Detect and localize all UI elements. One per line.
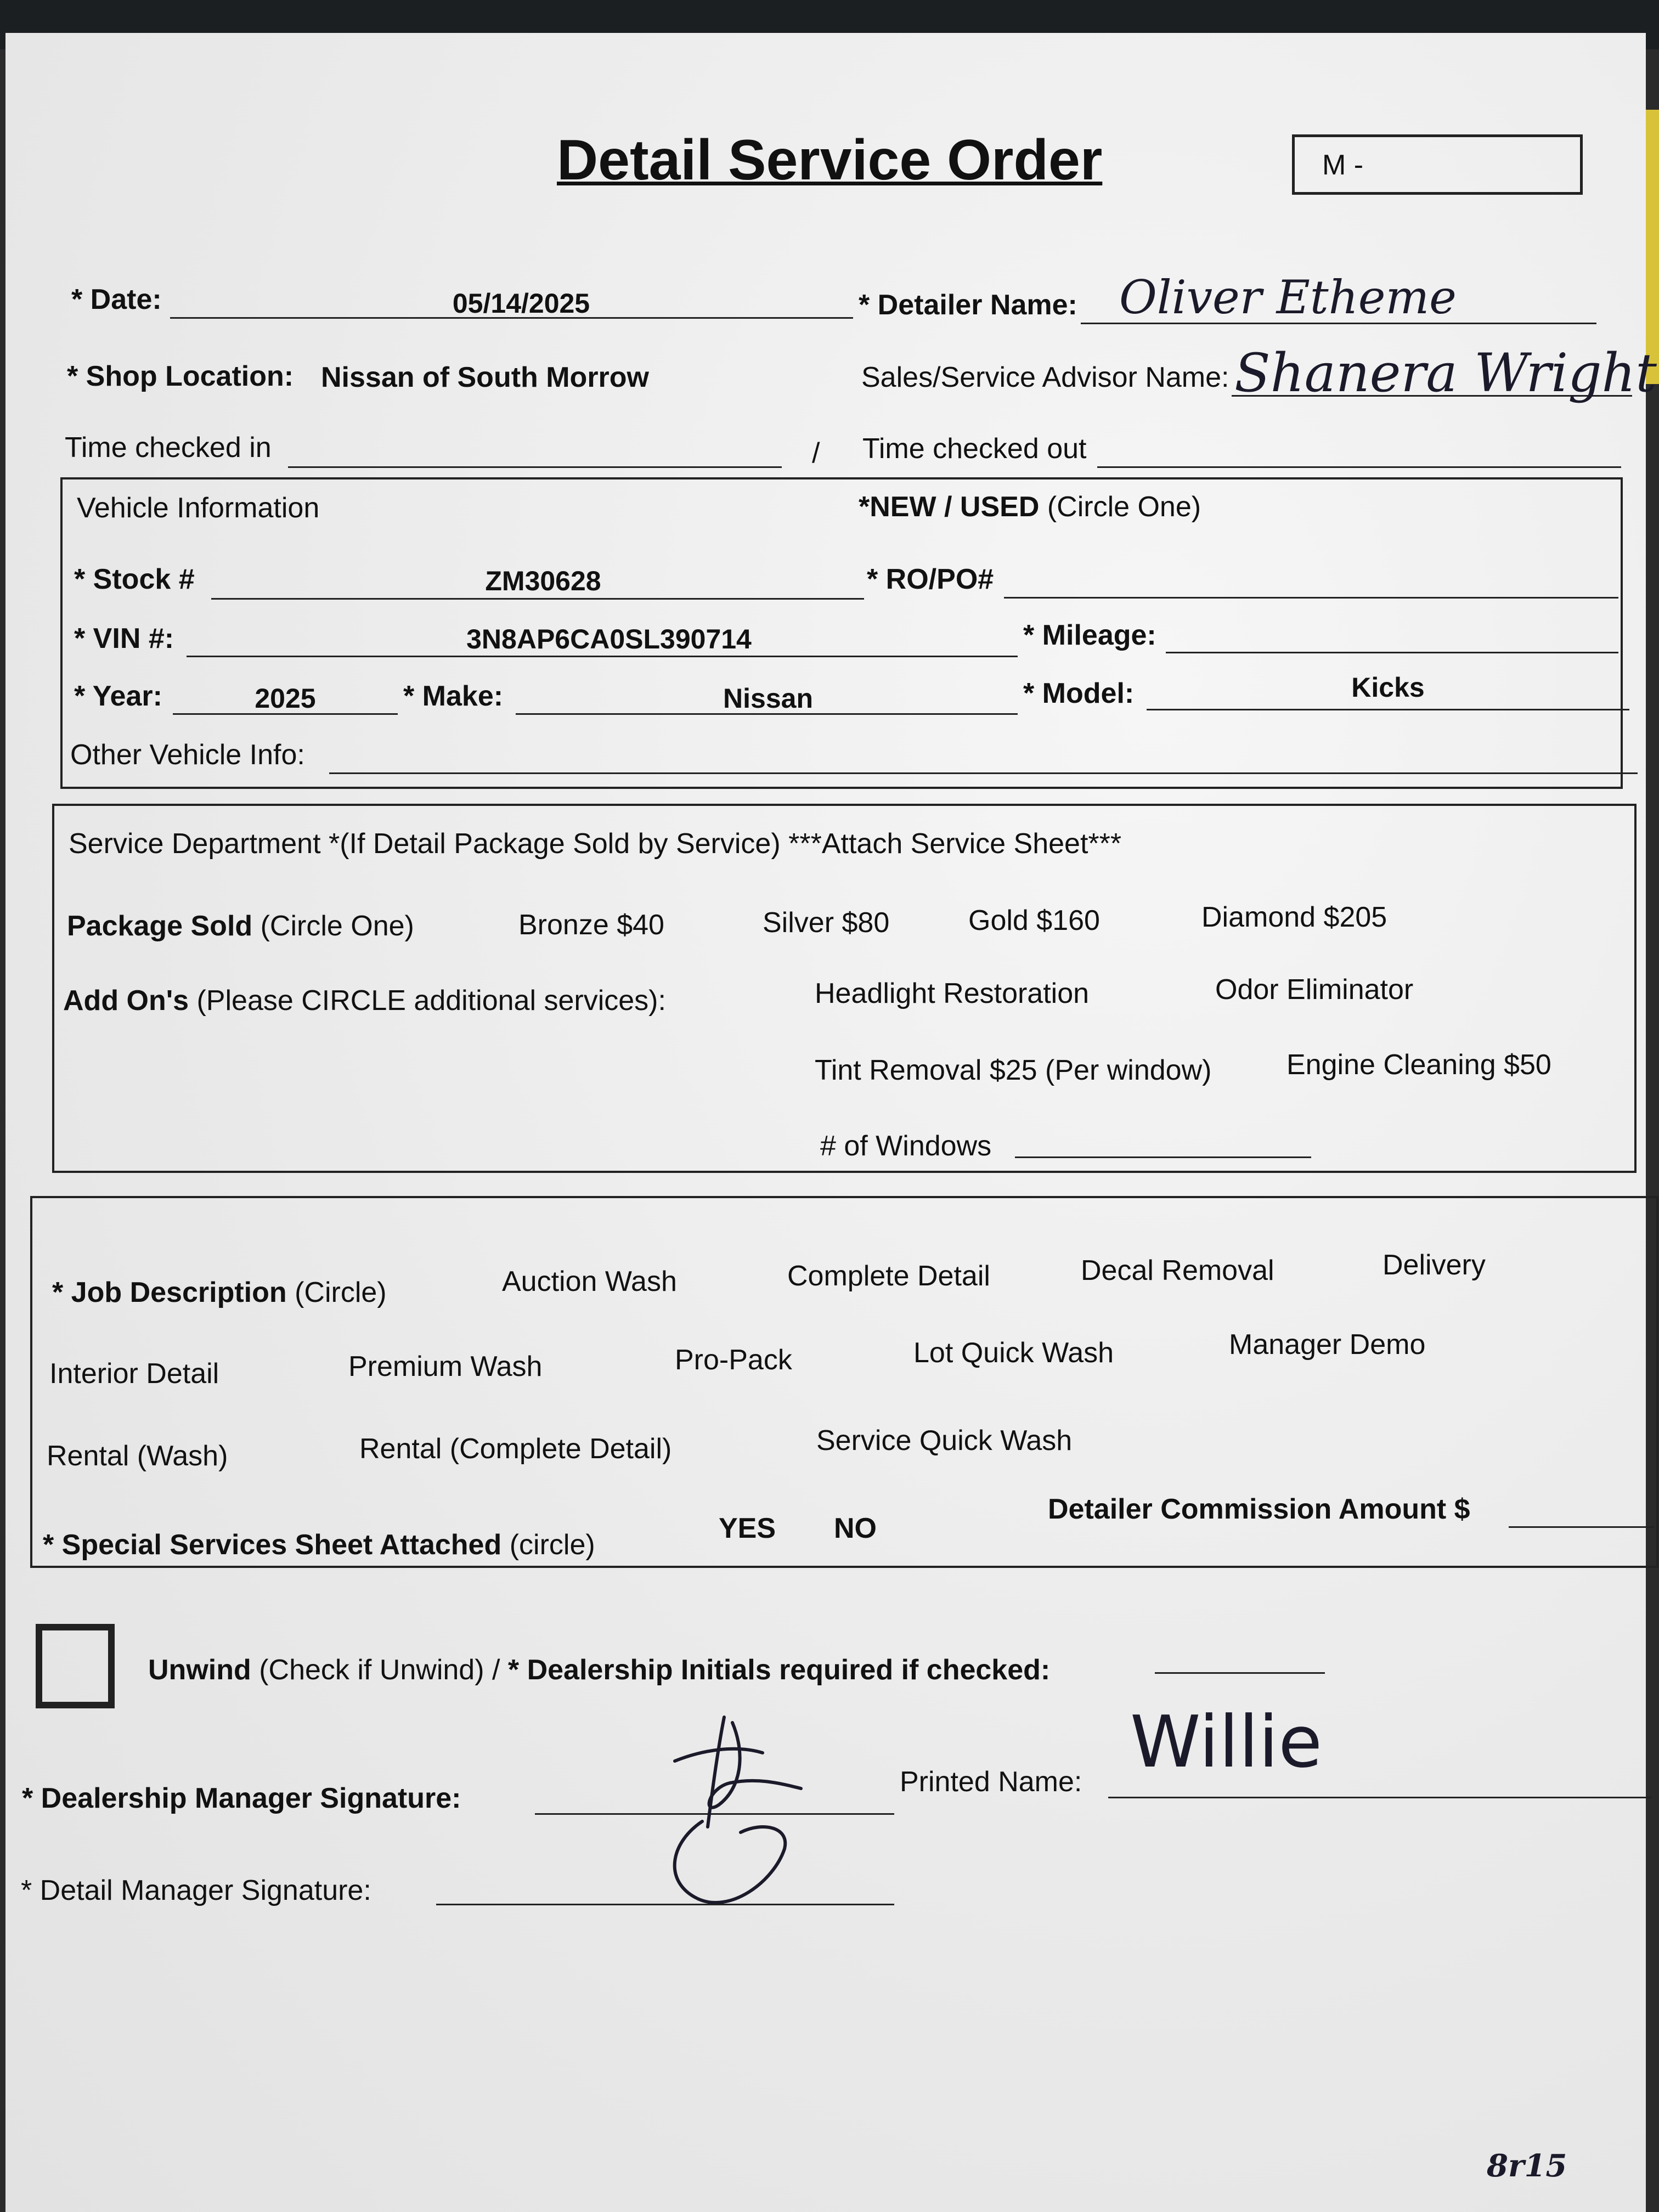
special-services-no[interactable]: NO [834, 1513, 877, 1544]
job-interior-detail[interactable]: Interior Detail [49, 1358, 219, 1390]
unwind-field [148, 1656, 1050, 1684]
dealership-manager-signature [636, 1701, 856, 1920]
detail-manager-signature-label: * Detail Manager Signature: [21, 1875, 371, 1906]
new-used-label: *NEW / USED [859, 491, 1040, 523]
stock-number-value: ZM30628 [485, 566, 601, 596]
order-number-box[interactable] [1292, 134, 1583, 195]
job-lot-quick-wash[interactable]: Lot Quick Wash [913, 1337, 1114, 1369]
add-ons-field [63, 986, 666, 1015]
new-used-field[interactable] [859, 493, 1201, 521]
unwind-instruction: (Check if Unwind) / [259, 1654, 500, 1686]
package-gold[interactable]: Gold $160 [968, 905, 1100, 936]
job-auction-wash[interactable]: Auction Wash [502, 1266, 677, 1297]
mileage-line[interactable] [1166, 652, 1618, 653]
special-services-label: * Special Services Sheet Attached [43, 1529, 502, 1561]
job-complete-detail[interactable]: Complete Detail [787, 1260, 990, 1292]
time-checked-in-label: Time checked in [65, 432, 272, 464]
make-value: Nissan [723, 683, 813, 714]
other-vehicle-info-line[interactable] [329, 772, 1638, 774]
corner-handwritten-note: 8r15 [1487, 2148, 1567, 2184]
job-service-quick-wash[interactable]: Service Quick Wash [816, 1425, 1073, 1457]
time-separator: / [812, 437, 820, 469]
dealership-initials-label: * Dealership Initials required if checked: [507, 1654, 1051, 1686]
special-services-yes[interactable]: YES [719, 1513, 776, 1544]
date-value: 05/14/2025 [452, 288, 590, 319]
new-used-instruction: (Circle One) [1047, 491, 1201, 523]
special-services-field [43, 1531, 595, 1559]
unwind-label: Unwind [148, 1654, 251, 1686]
vin-label: * VIN #: [74, 623, 174, 654]
model-label: * Model: [1023, 678, 1135, 709]
addon-tint-removal[interactable]: Tint Removal $25 (Per window) [815, 1054, 1212, 1086]
shop-location-label: * Shop Location: [67, 360, 294, 392]
special-services-instruction: (circle) [509, 1529, 595, 1561]
date-label: * Date: [71, 284, 162, 315]
vin-value: 3N8AP6CA0SL390714 [466, 624, 752, 654]
form-title: Detail Service Order [557, 128, 1103, 192]
package-sold-field [67, 912, 414, 940]
dealership-manager-signature-label: * Dealership Manager Signature: [22, 1782, 461, 1814]
package-sold-instruction: (Circle One) [260, 910, 414, 942]
add-ons-label: Add On's [63, 985, 189, 1017]
time-checked-out-line[interactable] [1097, 466, 1621, 468]
ro-po-label: * RO/PO# [867, 563, 994, 595]
dealership-initials-line[interactable] [1155, 1672, 1325, 1674]
detailer-name-label: * Detailer Name: [859, 289, 1077, 321]
job-rental-complete-detail[interactable]: Rental (Complete Detail) [359, 1433, 672, 1465]
shop-location-value: Nissan of South Morrow [321, 362, 649, 393]
number-of-windows-line[interactable] [1015, 1156, 1311, 1158]
model-line[interactable] [1147, 709, 1629, 710]
printed-name-line[interactable] [1108, 1797, 1651, 1798]
vehicle-information-label: Vehicle Information [77, 492, 320, 524]
detailer-commission-label: Detailer Commission Amount $ [1048, 1493, 1470, 1525]
job-description-field [52, 1278, 387, 1307]
add-ons-instruction: (Please CIRCLE additional services): [196, 985, 666, 1017]
make-label: * Make: [403, 680, 504, 712]
ro-po-line[interactable] [1004, 597, 1618, 599]
addon-headlight-restoration[interactable]: Headlight Restoration [815, 978, 1090, 1009]
detailer-commission-line[interactable] [1509, 1526, 1654, 1528]
detail-manager-signature-line[interactable] [436, 1904, 894, 1905]
advisor-name-label: Sales/Service Advisor Name: [861, 362, 1229, 393]
stock-number-label: * Stock # [74, 563, 195, 595]
job-delivery[interactable]: Delivery [1383, 1249, 1486, 1281]
job-premium-wash[interactable]: Premium Wash [348, 1351, 543, 1383]
package-bronze[interactable]: Bronze $40 [518, 909, 664, 941]
package-silver[interactable]: Silver $80 [763, 907, 890, 939]
stock-number-line[interactable] [211, 598, 864, 600]
job-rental-wash[interactable]: Rental (Wash) [47, 1440, 228, 1472]
model-value: Kicks [1351, 672, 1425, 703]
addon-engine-cleaning[interactable]: Engine Cleaning $50 [1286, 1049, 1551, 1081]
mileage-label: * Mileage: [1023, 619, 1156, 651]
vin-line[interactable] [187, 656, 1018, 657]
time-checked-out-label: Time checked out [862, 433, 1087, 465]
order-number-prefix: M - [1322, 149, 1364, 181]
package-sold-label: Package Sold [67, 910, 253, 942]
package-diamond[interactable]: Diamond $205 [1201, 901, 1387, 933]
job-description-label: * Job Description [52, 1277, 287, 1308]
addon-odor-eliminator[interactable]: Odor Eliminator [1215, 974, 1414, 1006]
job-decal-removal[interactable]: Decal Removal [1081, 1255, 1274, 1286]
number-of-windows-label: # of Windows [820, 1130, 992, 1162]
detailer-name-handwritten: Oliver Etheme [1119, 270, 1457, 324]
printed-name-handwritten: Willie [1130, 1700, 1323, 1784]
paper-sheet [5, 33, 1657, 2212]
unwind-checkbox[interactable] [36, 1624, 115, 1708]
year-value: 2025 [255, 683, 316, 714]
job-pro-pack[interactable]: Pro-Pack [675, 1344, 792, 1376]
job-manager-demo[interactable]: Manager Demo [1229, 1329, 1426, 1361]
job-description-instruction: (Circle) [295, 1277, 387, 1308]
printed-name-label: Printed Name: [900, 1766, 1082, 1798]
advisor-name-handwritten: Shanera Wright [1234, 342, 1657, 404]
service-department-header: Service Department *(If Detail Package Sold by Service) ***Attach Service Sheet*** [69, 828, 1122, 860]
time-checked-in-line[interactable] [288, 466, 782, 468]
other-vehicle-info-label: Other Vehicle Info: [70, 739, 305, 771]
year-label: * Year: [74, 680, 162, 712]
